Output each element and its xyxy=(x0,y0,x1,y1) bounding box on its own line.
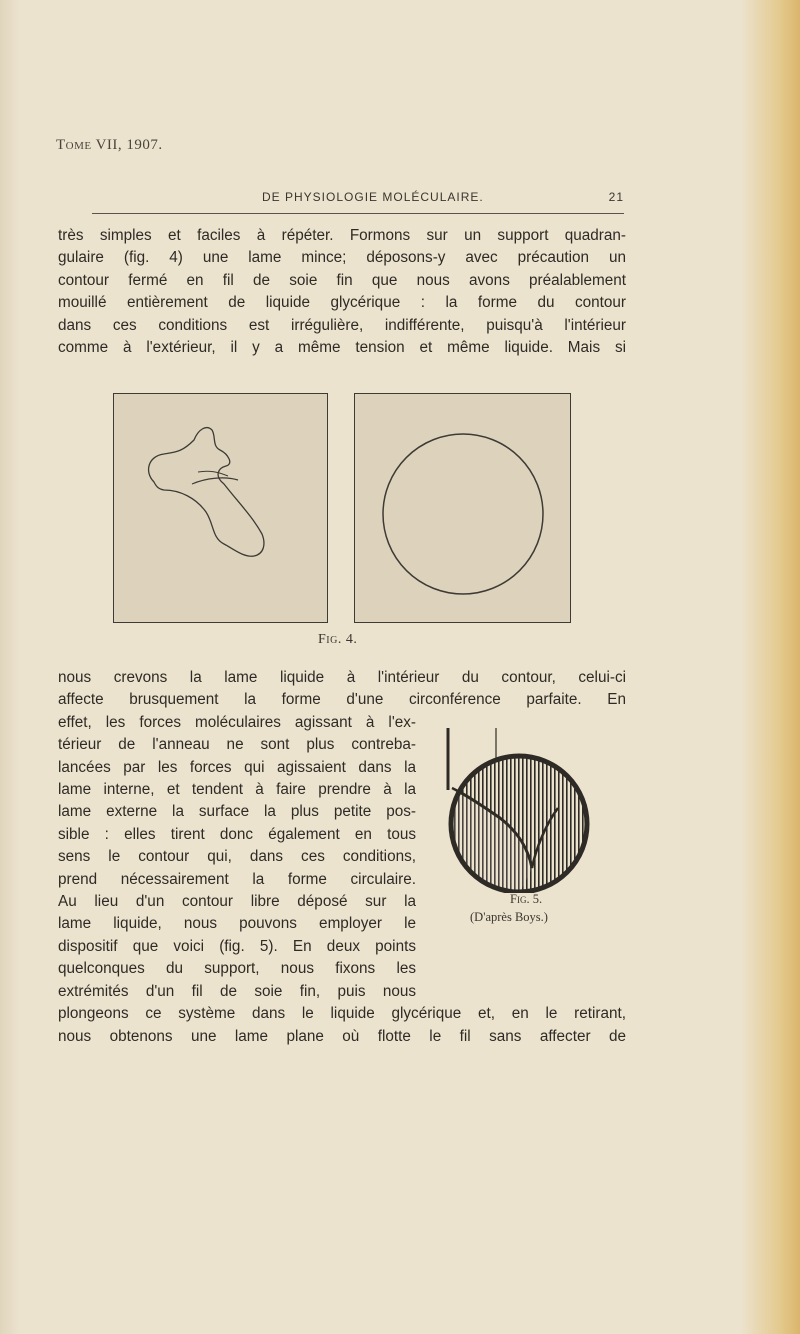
figure-4-caption: Fig. 4. xyxy=(318,632,358,647)
text-line: dans ces conditions est irrégulière, indifférente, puisqu'à l'intérieur xyxy=(58,316,626,334)
page-number: 21 xyxy=(608,190,624,204)
figure-4-circular-contour xyxy=(354,393,571,623)
text-line: sens le contour qui, dans ces conditions, xyxy=(58,848,416,866)
irregular-loop-drawing xyxy=(114,394,327,622)
text-line: affecte brusquement la forme d'une circonférence parfaite. En xyxy=(58,691,626,709)
text-line: plongeons ce système dans le liquide glycérique et, en le retirant, xyxy=(58,1005,626,1023)
header-rule xyxy=(92,213,624,214)
text-line: dispositif que voici (fig. 5). En deux points xyxy=(58,937,416,955)
text-line: nous obtenons une lame plane où flotte le fil sans affecter de xyxy=(58,1027,626,1045)
circle-drawing xyxy=(355,394,570,622)
paragraph-1 xyxy=(58,225,626,359)
figure-5-caption: Fig. 5. xyxy=(510,892,543,906)
text-line: effet, les forces moléculaires agissant à l'ex- xyxy=(58,713,416,731)
text-line: Au lieu d'un contour libre déposé sur la xyxy=(58,893,416,911)
running-title: DE PHYSIOLOGIE MOLÉCULAIRE. xyxy=(262,190,484,204)
page-edge-binding xyxy=(740,0,800,1334)
figure-5-thread-diagram xyxy=(438,728,600,893)
text-line: contour fermé en fil de soie fin que nous avons préalablement xyxy=(58,271,626,289)
text-line: comme à l'extérieur, il y a même tension et même liquide. Mais si xyxy=(58,339,626,357)
text-line: térieur de l'anneau ne sont plus contreba- xyxy=(58,736,416,754)
text-line: quelconques du support, nous fixons les xyxy=(58,960,416,978)
text-line: nous crevons la lame liquide à l'intérieur du contour, celui-ci xyxy=(58,669,626,686)
text-line: extrémités d'un fil de soie fin, puis nous xyxy=(58,982,416,1000)
volume-note: Tome VII, 1907. xyxy=(56,137,163,153)
page-edge-shadow xyxy=(0,0,20,1334)
text-line: lame externe la surface la plus petite pos- xyxy=(58,803,416,821)
text-line: gulaire (fig. 4) une lame mince; déposons-y avec précaution un xyxy=(58,249,626,267)
text-line: prend nécessairement la forme circulaire. xyxy=(58,870,416,888)
figure-4-irregular-contour xyxy=(113,393,328,623)
text-line: lancées par les forces qui agissaient dans la xyxy=(58,758,416,776)
text-line: sible : elles tirent donc également en tous xyxy=(58,825,416,843)
figure-5-credit: (D'après Boys.) xyxy=(470,910,548,924)
text-line: mouillé entièrement de liquide glycérique : la forme du contour xyxy=(58,294,626,312)
text-line: très simples et faciles à répéter. Formons sur un support quadran- xyxy=(58,227,626,244)
text-line: lame interne, et tendent à faire prendre à la xyxy=(58,781,416,799)
text-line: lame liquide, nous pouvons employer le xyxy=(58,915,416,933)
